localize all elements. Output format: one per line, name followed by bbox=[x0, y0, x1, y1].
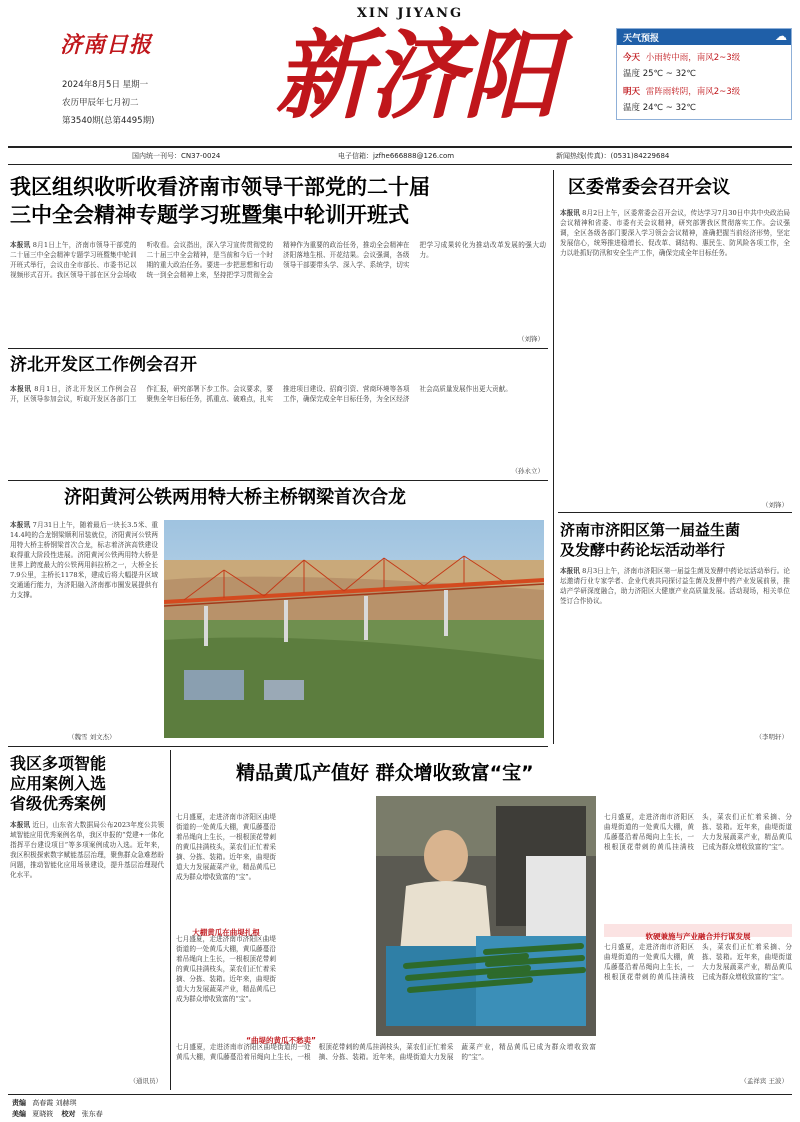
article-cucumber-text-3: 七月盛夏，走进济南市济阳区曲堤街道的一处黄瓜大棚，黄瓜藤蔓沿着吊绳向上生长，一根根顶花带刺的黄瓜挂满枝头，菜农们正忙着采摘、分拣、装箱。近年来，曲堤街道大力发展蔬菜产业，精品黄瓜已成为群众增收致富的“宝”。 bbox=[176, 1043, 596, 1061]
weather-tomorrow-temp: 温度 24℃ ~ 32℃ bbox=[623, 103, 696, 113]
lunar-line: 农历甲辰年七月初二 bbox=[62, 98, 139, 108]
divider-lead bbox=[8, 348, 548, 349]
divider-vertical-left bbox=[170, 750, 171, 1090]
article-lead-tag: 本报讯 bbox=[10, 241, 31, 249]
info-cn: 国内统一刊号：CN37-0024 bbox=[132, 152, 221, 160]
divider-kaifaqu bbox=[8, 480, 548, 481]
masthead bbox=[0, 0, 800, 145]
subhead-rooted-text: 大棚黄瓜在曲堤扎根 bbox=[192, 928, 260, 937]
cucumber-photo bbox=[376, 796, 596, 1036]
weather-today-temp: 温度 25℃ ~ 32℃ bbox=[623, 69, 696, 79]
issue-line: 第3540期(总第4495期) bbox=[62, 116, 155, 126]
weather-header-bar bbox=[617, 29, 791, 45]
cucumber-photo-svg bbox=[376, 796, 596, 1036]
subhead-develop bbox=[604, 924, 792, 941]
article-kaifaqu-title: 济北开发区工作例会召开 bbox=[10, 355, 197, 375]
article-smart-title-3: 省级优秀案例 bbox=[10, 794, 107, 813]
article-cucumber-byline: （孟祥宾 王波） bbox=[740, 1077, 788, 1085]
article-lead bbox=[8, 170, 548, 345]
article-probiotics bbox=[558, 516, 792, 744]
masthead-rule-bottom bbox=[8, 164, 792, 165]
article-probiotics-text: 8月3日上午，济南市济阳区第一届益生菌及发酵中药论坛活动举行。论坛邀请行业专家学者、企业代表共同探讨益生菌及发酵中药产业发展前景，推动产学研深度融合，助力济阳区大健康产业高质量发展。活动现场，相关单位签订合作协议。 bbox=[560, 567, 790, 605]
article-probiotics-title-2: 及发酵中药论坛活动举行 bbox=[560, 541, 726, 559]
footer-check: 张东春 bbox=[81, 1110, 103, 1118]
article-lead-text: 8月1日上午，济南市领导干部党的二十届三中全会精神专题学习班暨集中轮训开班式举行，会议由全市部长、市委书记以视频形式召开。我区领导干部在区分会场收听收看。会议指出，深入学习宣传贯彻党的二十届三中全会精神，是当前和今后一个时期的重大政治任务。要进一步把思想和行动统一到全会精神上来，坚持把学习贯彻全会精神作为重要的政治任务，推动全会精神在济阳落地生根、开花结果。会议强调，各级领导干部要带头学、深入学、系统学，切实把学习成果转化为推动改革发展的强大动力。 bbox=[10, 241, 546, 279]
article-kaifaqu bbox=[8, 352, 548, 478]
article-cucumber-body-5 bbox=[604, 942, 792, 1072]
info-hotline: 新闻热线(传真)：(0531)84229684 bbox=[556, 152, 670, 160]
article-lead-title-1: 我区组织收听收看济南市领导干部党的二十届 bbox=[10, 175, 430, 199]
footer-editor-label: 责编 bbox=[12, 1099, 26, 1107]
info-email: 电子信箱：jzfhe666888@126.com bbox=[338, 152, 455, 160]
article-standing-committee-text: 8月2日上午，区委常委会召开会议，传达学习7月30日中共中央政治局会议精神和省委、市委有关会议精神，研究部署我区贯彻落实工作。会议强调，全区各级各部门要深入学习领会会议精神，准确把握当前经济形势，坚定发展信心，统筹推进稳增长、促改革、调结构、惠民生、防风险各项工作，全力以赴抓好防汛和安全生产工作，确保完成全年目标任务。 bbox=[560, 209, 790, 257]
footer-credits bbox=[12, 1098, 212, 1120]
article-kaifaqu-tag: 本报讯 bbox=[10, 385, 32, 393]
weather-tomorrow-label: 明天 bbox=[623, 87, 641, 97]
article-probiotics-byline: （李明轩） bbox=[755, 733, 788, 741]
bridge-photo-svg bbox=[164, 520, 544, 738]
article-cucumber-body bbox=[176, 812, 276, 916]
article-kaifaqu-text: 8月1日，济北开发区工作例会召开，区领导参加会议，听取开发区各部门工作汇报，研究部署下步工作。会议要求，要聚焦全年目标任务，抓重点、破难点，扎实推进项目建设、招商引资、营商环境等各项工作，确保完成全年目标任务，为全区经济社会高质量发展作出更大贡献。 bbox=[10, 385, 512, 403]
article-cucumber-body-3 bbox=[176, 1042, 596, 1086]
article-cucumber-text-5: 七月盛夏，走进济南市济阳区曲堤街道的一处黄瓜大棚，黄瓜藤蔓沿着吊绳向上生长，一根根顶花带刺的黄瓜挂满枝头，菜农们正忙着采摘、分拣、装箱。近年来，曲堤街道大力发展蔬菜产业，精品黄瓜已成为群众增收致富的“宝”。 bbox=[604, 943, 792, 981]
article-smart bbox=[8, 750, 166, 1090]
article-cucumber-body-2 bbox=[176, 934, 276, 1024]
article-lead-byline: （刘锋） bbox=[518, 335, 544, 343]
article-cucumber bbox=[176, 750, 792, 1090]
weather-tomorrow-text: 雷阵雨转阴，南风2~3级 bbox=[645, 87, 741, 97]
footer-proof: 夏晓筱 bbox=[32, 1110, 54, 1118]
article-bridge-text: 7月31日上午，随着最后一块长3.5米、重14.4吨的合龙钢梁顺利吊装就位，济阳黄河公铁两用特大桥主桥钢梁首次合龙，标志着济滨高铁建设取得重大阶段性进展。济阳黄河公铁两用特大桥是世界上跨度最大的公铁两用斜拉桥之一，大桥全长7.9公里，主桥长1178米，建成后将大幅提升区域交通通行能力，为济阳融入济南都市圈发展提供有力支撑。 bbox=[10, 521, 158, 599]
article-smart-body bbox=[10, 820, 164, 1072]
article-lead-title-2: 三中全会精神专题学习班暨集中轮训开班式 bbox=[10, 203, 409, 227]
article-kaifaqu-byline: （孙永立） bbox=[511, 467, 544, 475]
article-smart-title-1: 我区多项智能 bbox=[10, 754, 107, 773]
subhead-sells bbox=[176, 1028, 386, 1045]
footer-rule bbox=[8, 1094, 792, 1095]
article-lead-body bbox=[10, 240, 546, 332]
article-smart-byline: （通讯员） bbox=[129, 1077, 162, 1085]
article-bridge-byline: （魏雪 刘文杰） bbox=[68, 733, 116, 741]
article-standing-committee-body bbox=[560, 208, 790, 498]
article-probiotics-tag: 本报讯 bbox=[560, 567, 580, 575]
masthead-title: 新济阳 bbox=[275, 19, 557, 132]
article-bridge-body bbox=[10, 520, 158, 736]
footer-proof-label: 美编 bbox=[12, 1110, 26, 1118]
weather-icon: ☁ bbox=[775, 29, 787, 43]
article-cucumber-text-4: 七月盛夏，走进济南市济阳区曲堤街道的一处黄瓜大棚，黄瓜藤蔓沿着吊绳向上生长，一根根顶花带刺的黄瓜挂满枝头，菜农们正忙着采摘、分拣、装箱。近年来，曲堤街道大力发展蔬菜产业，精品黄瓜已成为群众增收致富的“宝”。 bbox=[604, 813, 792, 851]
brand-logo: 济南日报 bbox=[60, 32, 153, 58]
article-cucumber-text-2: 七月盛夏，走进济南市济阳区曲堤街道的一处黄瓜大棚，黄瓜藤蔓沿着吊绳向上生长，一根根顶花带刺的黄瓜挂满枝头，菜农们正忙着采摘、分拣、装箱。近年来，曲堤街道大力发展蔬菜产业，精品黄瓜已成为群众增收致富的“宝”。 bbox=[176, 935, 276, 1003]
weather-box bbox=[616, 28, 792, 120]
weather-today-label: 今天 bbox=[623, 53, 641, 63]
article-probiotics-body bbox=[560, 566, 790, 730]
info-bar bbox=[8, 149, 792, 163]
footer-check-label: 校对 bbox=[61, 1110, 76, 1118]
article-smart-title-2: 应用案例入选 bbox=[10, 774, 107, 793]
masthead-pinyin: XIN JIYANG bbox=[356, 6, 464, 21]
article-kaifaqu-body bbox=[10, 384, 546, 466]
article-standing-committee bbox=[558, 170, 792, 510]
article-smart-text: 近日，山东省大数据局公布2023年度公共领域智能应用优秀案例名单，我区申报的“党建+一体化指挥平台建设项目”等多项案例成功入选。近年来，我区积极探索数字赋能基层治理，聚焦群众急难愁盼问题，推动智能化应用场景建设，提升基层治理现代化水平。 bbox=[10, 821, 164, 879]
divider-bridge bbox=[8, 746, 548, 747]
bridge-photo bbox=[164, 520, 544, 738]
subhead-sells-text: “曲堤的黄瓜不愁卖” bbox=[246, 1036, 316, 1045]
article-standing-committee-tag: 本报讯 bbox=[560, 209, 580, 217]
weather-today-text: 小雨转中雨，南风2~3级 bbox=[645, 53, 741, 63]
masthead-rule-top bbox=[8, 146, 792, 148]
article-smart-tag: 本报讯 bbox=[10, 821, 31, 829]
date-line: 2024年8月5日 星期一 bbox=[62, 80, 149, 90]
subhead-rooted bbox=[176, 920, 276, 937]
article-bridge-title: 济阳黄河公铁两用特大桥主桥钢梁首次合龙 bbox=[64, 487, 406, 508]
article-standing-committee-title: 区委常委会召开会议 bbox=[568, 177, 730, 198]
subhead-develop-text: 软硬兼施与产业融合并行谋发展 bbox=[645, 932, 751, 941]
article-bridge bbox=[8, 484, 548, 744]
article-bridge-tag: 本报讯 bbox=[10, 521, 31, 529]
divider-right-1 bbox=[558, 512, 792, 513]
weather-header: 天气预报 bbox=[623, 34, 660, 44]
footer-editor: 高春霞 刘赫琪 bbox=[32, 1099, 77, 1107]
divider-vertical-right bbox=[553, 170, 554, 744]
article-cucumber-body-4 bbox=[604, 812, 792, 920]
article-cucumber-text: 七月盛夏，走进济南市济阳区曲堤街道的一处黄瓜大棚，黄瓜藤蔓沿着吊绳向上生长，一根根顶花带刺的黄瓜挂满枝头，菜农们正忙着采摘、分拣、装箱。近年来，曲堤街道大力发展蔬菜产业，精品黄瓜已成为群众增收致富的“宝”。 bbox=[176, 813, 276, 881]
article-cucumber-title: 精品黄瓜产值好 群众增收致富“宝” bbox=[236, 762, 534, 784]
article-probiotics-title-1: 济南市济阳区第一届益生菌 bbox=[560, 521, 741, 539]
article-standing-committee-byline: （刘锋） bbox=[762, 501, 788, 509]
